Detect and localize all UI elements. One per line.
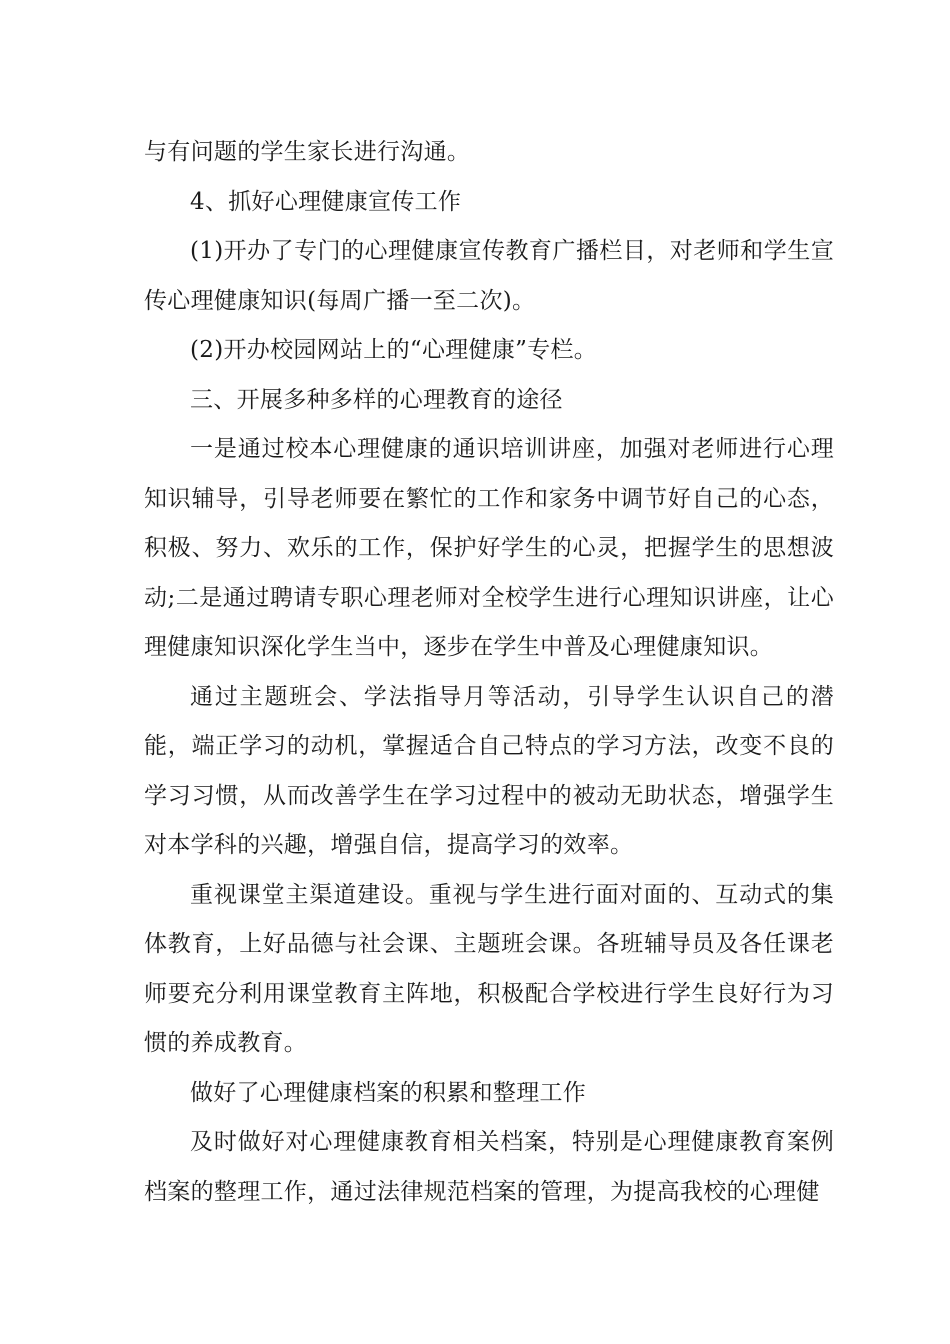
- document-body: [144, 128, 834, 1217]
- paragraph-website: (2)开办校园网站上的“心理健康”专栏。: [190, 337, 598, 363]
- section-heading-archives: 做好了心理健康档案的积累和整理工作: [190, 1079, 587, 1106]
- section-heading-publicity: 4、抓好心理健康宣传工作: [190, 188, 462, 215]
- paragraph-training: 一是通过校本心理健康的通识培训讲座，加强对老师进行心理知识辅导，引导老师要在繁忙的工作和家务中调节好自己的心态，积极、努力、欢乐的工作，保护好学生的心灵，把握学生的思想波动;二是通过聘请专职心理老师对全校学生进行心理知识讲座，让心理健康知识深化学生当中，逐步在学生中普及心理健康知识。: [144, 436, 834, 660]
- section-heading-approaches: 三、开展多种多样的心理教育的途径: [190, 386, 563, 413]
- paragraph-continuation: 与有问题的学生家长进行沟通。: [144, 139, 471, 165]
- paragraph-classroom: 重视课堂主渠道建设。重视与学生进行面对面的、互动式的集体教育，上好品德与社会课、主题班会课。各班辅导员及各任课老师要充分利用课堂教育主阵地，积极配合学校进行学生良好行为习惯的养成教育。: [144, 881, 834, 1056]
- paragraph-broadcast: (1)开办了专门的心理健康宣传教育广播栏目，对老师和学生宣传心理健康知识(每周广播一至二次)。: [144, 238, 834, 314]
- paragraph-class-meeting: 通过主题班会、学法指导月等活动，引导学生认识自己的潜能，端正学习的动机，掌握适合自己特点的学习方法，改变不良的学习习惯，从而改善学生在学习过程中的被动无助状态，增强学生对本学科的兴趣，增强自信，提高学习的效率。: [144, 683, 834, 858]
- paragraph-archives: 及时做好对心理健康教育相关档案，特别是心理健康教育案例档案的整理工作，通过法律规范档案的管理，为提高我校的心理健: [144, 1129, 834, 1205]
